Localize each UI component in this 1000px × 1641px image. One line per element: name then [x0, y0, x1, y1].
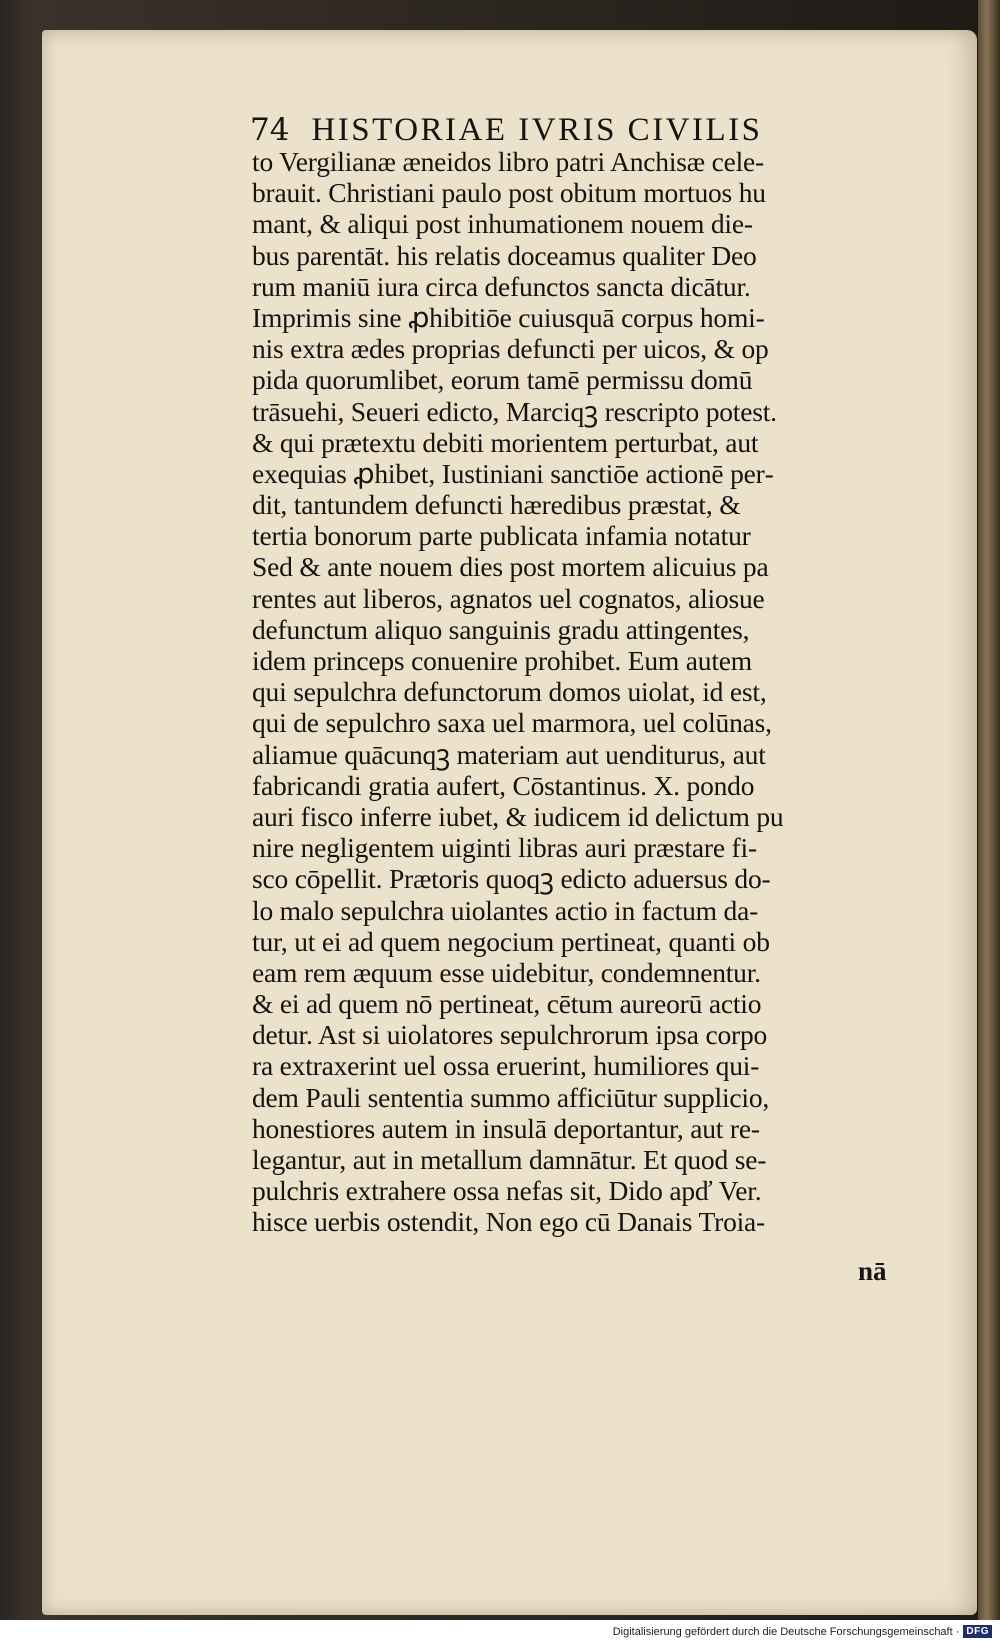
text-line: & qui prætextu debiti morientem perturbat, aut: [252, 426, 759, 458]
dfg-logo: DFG: [963, 1625, 992, 1638]
text-line: idem princeps conuenire prohibet. Eum autem: [252, 645, 752, 676]
catchword: nā: [858, 1256, 887, 1286]
text-line: mant, & aliqui post inhumationem nouem die‐: [252, 208, 753, 240]
page-number: 74: [250, 112, 290, 148]
text-line: qui sepulchra defunctorum domos uiolat, id est,: [252, 676, 767, 708]
text-line: trāsuehi, Seueri edicto, Marciqꝫ rescripto potest.: [252, 395, 777, 427]
running-title: HISTORIAE IVRIS CIVILIS: [311, 112, 763, 148]
text-line: detur. Ast si uiolatores sepulchrorum ipsa corpo: [252, 1019, 768, 1051]
text-line: nire negligentem uiginti libras auri præstare fi‐: [252, 832, 757, 864]
text-line: tertia bonorum parte publicata infamia notatur: [252, 520, 751, 552]
credit-text: Digitalisierung gefördert durch die Deutsche Forschungsgemeinschaft ·: [612, 1625, 960, 1638]
text-line: lo malo sepulchra uiolantes actio in factum da‐: [252, 894, 759, 926]
text-line: auri fisco inferre iubet, & iudicem id delictum pu: [252, 800, 784, 832]
text-line: Imprimis sine ꝓhibitiōe cuiusquā corpus homi‐: [252, 301, 765, 333]
text-line: dem Pauli sententia summo afficiūtur supplicio,: [252, 1081, 770, 1113]
page-header: [250, 112, 870, 149]
text-line: nis extra ædes proprias defuncti per uicos, & op: [252, 333, 769, 365]
text-line: eam rem æquum esse uidebitur, condemnentur.: [252, 956, 761, 988]
text-line: pida quorumlibet, eorum tamē permissu domū: [252, 364, 753, 396]
text-line: Sed & ante nouem dies post mortem alicuius pa: [252, 551, 769, 583]
text-line: sco cōpellit. Prætoris quoqꝫ edicto aduersus do‐: [252, 863, 771, 895]
text-line: defunctum aliquo sanguinis gradu attingentes,: [252, 613, 750, 645]
text-line: pulchris extrahere ossa nefas sit, Dido apď Ver.: [252, 1175, 762, 1207]
text-line: rentes aut liberos, agnatos uel cognatos, aliosue: [252, 582, 765, 614]
text-line: bus parentāt. his relatis doceamus qualiter Deo: [252, 239, 757, 271]
text-line: honestiores autem in insulā deportantur, aut re‐: [252, 1112, 760, 1144]
book-edge: [978, 0, 1000, 1620]
text-line: & ei ad quem nō pertineat, cētum aureorū actio: [252, 988, 762, 1020]
text-line: brauit. Christiani paulo post obitum mortuos hu: [252, 177, 766, 209]
text-line: rum maniū iura circa defunctos sancta dicātur.: [252, 270, 751, 302]
body-text: [252, 146, 912, 1238]
text-line: to Vergilianæ æneidos libro patri Anchisæ cele‐: [252, 146, 765, 177]
text-line: aliamue quācunqꝫ materiam aut uenditurus, aut: [252, 738, 766, 770]
text-line: ra extraxerint uel ossa eruerint, humiliores qui‐: [252, 1050, 760, 1082]
text-line: dit, tantundem defuncti hæredibus præstat, &: [252, 489, 741, 521]
text-line: qui de sepulchro saxa uel marmora, uel colūnas,: [252, 707, 772, 739]
text-line: fabricandi gratia aufert, Cōstantinus. X. pondo: [252, 769, 755, 801]
text-line: hisce uerbis ostendit, Non ego cū Danais Troia‐: [252, 1206, 766, 1238]
text-line: legantur, aut in metallum damnātur. Et quod se‐: [252, 1144, 767, 1175]
digitization-credit: [613, 1625, 992, 1638]
text-line: exequias ꝓhibet, Iustiniani sanctiōe actionē per‐: [252, 457, 774, 489]
text-line: tur, ut ei ad quem negocium pertineat, quanti ob: [252, 925, 770, 957]
